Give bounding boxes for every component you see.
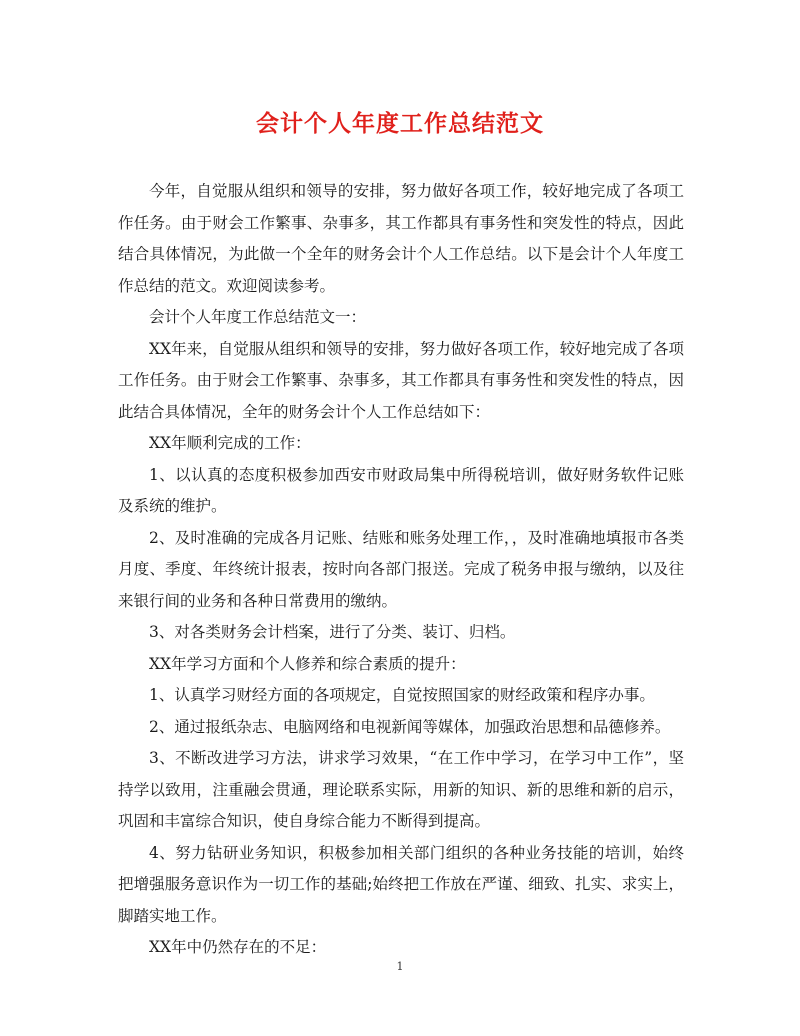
- paragraph-completed-item-3: 3、对各类财务会计档案，进行了分类、装订、归档。: [149, 623, 516, 641]
- paragraph-study-item-3: 3、不断改进学习方法，讲求学习效果，“在工作中学习，在学习中工作”，坚持学以致用，注重融会贯通，理论联系实际，用新的知识、新的思维和新的启示，巩固和丰富综合知识，使自身综合能力不断得到提高。: [118, 749, 684, 830]
- page-number: 1: [396, 960, 404, 973]
- paragraph-completed-item-1: 1、以认真的态度积极参加西安市财政局集中所得税培训，做好财务软件记账及系统的维护。: [118, 465, 684, 515]
- paragraph-study-item-4: 4、努力钻研业务知识，积极参加相关部门组织的各种业务技能的培训，始终把增强服务意识作为一切工作的基础;始终把工作放在严谨、细致、扎实、求实上，脚踏实地工作。: [118, 843, 684, 925]
- paragraph-study-heading: XX年学习方面和个人修养和综合素质的提升：: [149, 654, 466, 673]
- paragraph-completed-item-2: 2、及时准确的完成各月记账、结账和账务处理工作，，及时准确地填报市各类月度、季度、年终统计报表，按时向各部门报送。完成了税务申报与缴纳，以及往来银行间的业务和各种日常费用的缴纳。: [118, 528, 684, 610]
- paragraph-shortcomings-heading: XX年中仍然存在的不足：: [149, 938, 327, 956]
- paragraph-section-heading: 会计个人年度工作总结范文一：: [149, 308, 367, 326]
- paragraph-study-item-1: 1、认真学习财经方面的各项规定，自觉按照国家的财经政策和程序办事。: [149, 686, 655, 704]
- paragraph-completed-heading: XX年顺利完成的工作：: [149, 434, 311, 452]
- paragraph-intro: 今年，自觉服从组织和领导的安排，努力做好各项工作，较好地完成了各项工作任务。由于财会工作繁事、杂事多，其工作都具有事务性和突发性的特点，因此结合具体情况，为此做一个全年的财务会计个人工作总结。以下是会计个人年度工作总结的范文。欢迎阅读参考。: [118, 182, 684, 295]
- document-title: 会计个人年度工作总结范文: [256, 110, 544, 137]
- paragraph-study-item-2: 2、通过报纸杂志、电脑网络和电视新闻等媒体，加强政治思想和品德修养。: [149, 717, 671, 736]
- document-body: [118, 176, 684, 964]
- paragraph-summary: XX年来，自觉服从组织和领导的安排，努力做好各项工作，较好地完成了各项工作任务。由于财会工作繁事、杂事多，其工作都具有事务性和突发性的特点，因此结合具体情况，全年的财务会计个人工作总结如下：: [118, 339, 684, 421]
